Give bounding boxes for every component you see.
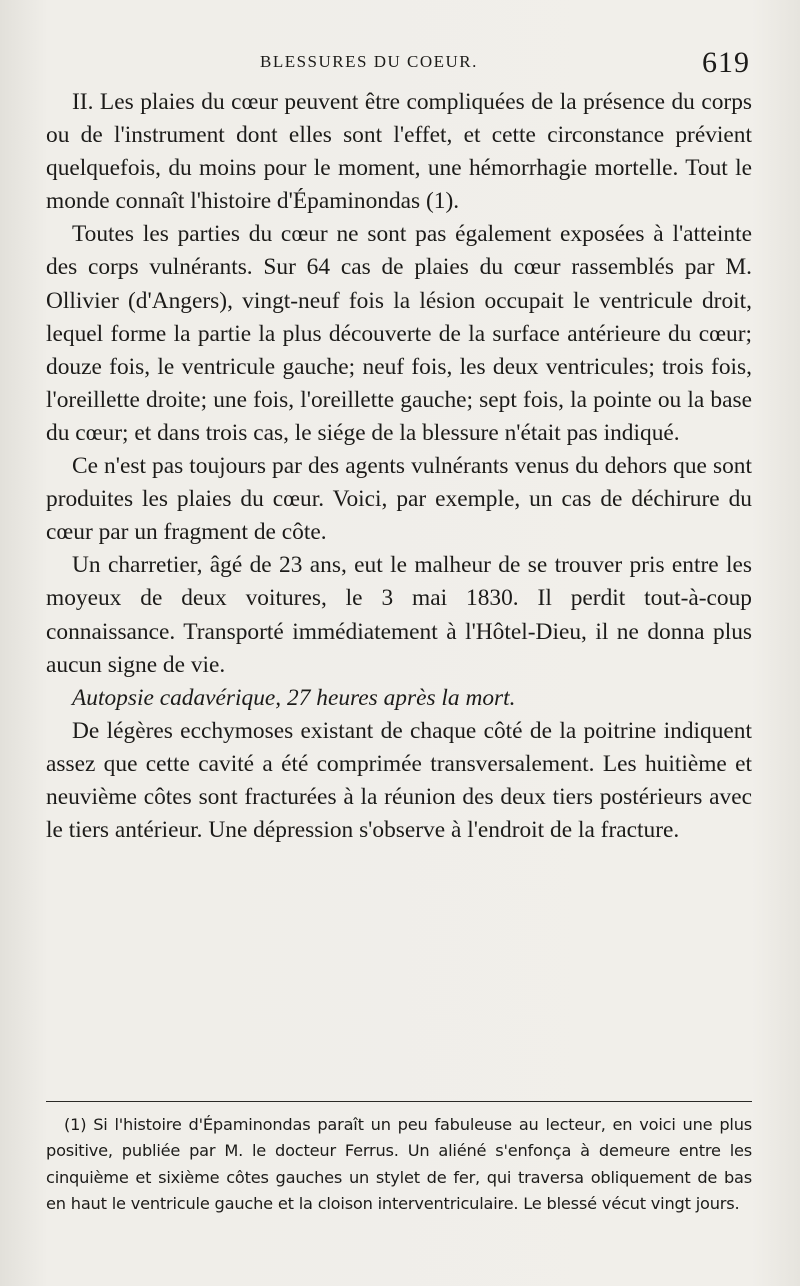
running-title: BLESSURES DU COEUR. (260, 52, 478, 71)
paragraph-complications: II. Les plaies du cœur peuvent être compliquées de la présence du corps ou de l'instrument dont elles sont l'effet, et cette circonstance prévient quelquefois, du moins pour le moment, une hémorrhagie mortelle. Tout le monde connaît l'histoire d'Épaminondas (1). (46, 89, 752, 215)
paragraph-autopsy: De légères ecchymoses existant de chaque côté de la poitrine indiquent assez que cette cavité a été comprimée transversalement. Les huitième et neuvième côtes sont fracturées à la réunion des deux tiers postérieurs avec le tiers antérieur. Une dépression s'observe à l'endroit de la fracture. (46, 717, 752, 844)
footnote: (1) Si l'histoire d'Épaminondas paraît un peu fabuleuse au lecteur, en voici une plus positive, publiée par M. le docteur Ferrus. Un aliéné s'enfonça à demeure entre les cinquième et sixième côtes gauches un stylet de fer, qui traversa obliquement de bas en haut le ventricule gauche et la cloison interventriculaire. Le blessé vécut vingt jours. (46, 1115, 752, 1214)
paragraph-internal-agents: Ce n'est pas toujours par des agents vulnérants venus du dehors que sont produites les plaies du cœur. Voici, par exemple, un cas de déchirure du cœur par un fragment de côte. (46, 453, 752, 546)
main-text (46, 86, 752, 847)
paragraph-statistics: Toutes les parties du cœur ne sont pas également exposées à l'atteinte des corps vulnérants. Sur 64 cas de plaies du cœur rassemblés par M. Ollivier (d'Angers), vingt-neuf fois la lésion occupait le ventricule droit, lequel forme la partie la plus découverte de la surface antérieure du cœur; douze fois, le ventricule gauche; neuf fois, les deux ventricules; trois fois, l'oreillette droite; une fois, l'oreillette gauche; sept fois, la pointe ou la base du cœur; et dans trois cas, le siége de la blessure n'était pas indiqué. (46, 221, 752, 446)
paragraph-case: Un charretier, âgé de 23 ans, eut le malheur de se trouver pris entre les moyeux de deux voitures, le 3 mai 1830. Il perdit tout-à-coup connaissance. Transporté immédiatement à l'Hôtel-Dieu, il ne donna plus aucun signe de vie. (46, 552, 752, 678)
autopsy-heading: Autopsie cadavérique, 27 heures après la mort. (72, 684, 516, 711)
footnote-divider (46, 1101, 752, 1102)
page-header (48, 46, 754, 86)
page-number: 619 (702, 46, 750, 79)
